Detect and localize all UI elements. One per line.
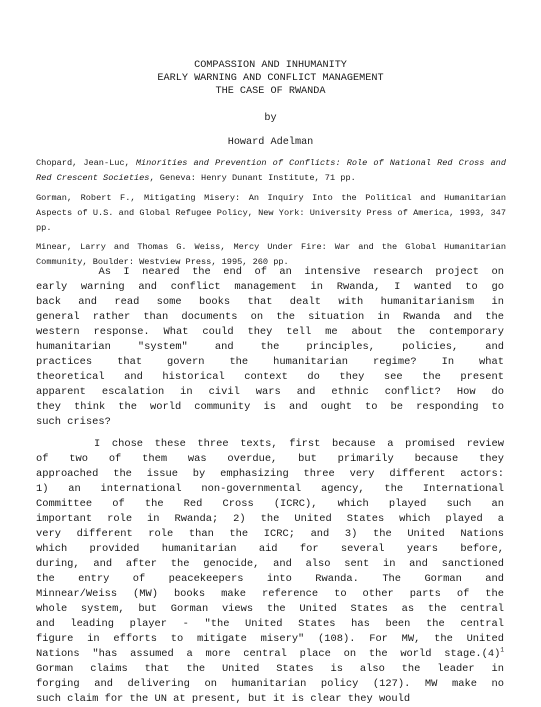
footnote-marker: 1: [500, 646, 504, 654]
paragraph-line: forging and delivering on humanitarian policy (127). MW make no: [36, 678, 504, 690]
paragraph-line: I chose these three texts, first because a promised review: [36, 438, 504, 450]
reference-minear-weiss: Minear, Larry and Thomas G. Weiss, Mercy Under Fire: War and the Global Humanitarian Community, Boulder: Westview Press, 1995, 260 pp.: [36, 242, 506, 267]
body-paragraph-2: [36, 437, 504, 707]
document-title: [0, 59, 541, 98]
paragraph-line: back and read some books that dealt with humanitarianism in: [36, 296, 504, 308]
paragraph-line: practices that govern the humanitarian regime? In what: [36, 356, 504, 368]
paragraph-line: during, and after the genocide, and also sent in and sanctioned: [36, 558, 504, 570]
body-paragraph-1: [36, 265, 504, 430]
paragraph-line: important role in Rwanda; 2) the United States which played a: [36, 513, 504, 525]
paragraph-line: Minnear/Weiss (MW) books make reference to other parts of the: [36, 588, 504, 600]
paragraph-line: which provided humanitarian aid for several years before,: [36, 543, 504, 555]
paragraph-line: theoretical and historical context do they see the present: [36, 371, 504, 383]
paragraph-line: Committee of the Red Cross (ICRC), which played such an: [36, 498, 504, 510]
paragraph-line: Nations "has assumed a more central place on the world $stage.(4)^1$: [36, 646, 504, 660]
paragraph-line: whole system, but Gorman views the United States as the central: [36, 603, 504, 615]
paragraph-line: and leading player - "the United States has been the central: [36, 618, 504, 630]
reference-title-italic: Minorities and Prevention of Conflicts: Role of National Red Cross and Red Crescent Societies: [36, 158, 506, 183]
paragraph-line: general rather than documents on the situation in Rwanda and the: [36, 311, 504, 323]
paragraph-line: figure in efforts to mitigate misery" (108). For MW, the United: [36, 633, 504, 645]
byline-by: by: [264, 113, 277, 124]
paragraph-line: of two of them was overdue, but primarily because they: [36, 453, 504, 465]
paragraph-line: apparent escalation in civil wars and ethnic conflict? How do: [36, 386, 504, 398]
paragraph-line: they think the world community is and ought to be responding to: [36, 401, 504, 413]
reference-gorman: Gorman, Robert F., Mitigating Misery: An Inquiry Into the Political and Humanitarian Aspects of U.S. and Global Refugee Policy, New York: University Press of America, 1993, 347 pp.: [36, 193, 506, 233]
paragraph-line: early warning and conflict management in Rwanda, I wanted to go: [36, 281, 504, 293]
paragraph-line: such crises?: [36, 416, 111, 428]
reference-prefix: Chopard, Jean-Luc,: [36, 158, 136, 168]
title-line-2: EARLY WARNING AND CONFLICT MANAGEMENT: [157, 73, 384, 84]
paragraph-line: the entry of peacekeepers into Rwanda. The Gorman and: [36, 573, 504, 585]
paragraph-line: very different role than the ICRC; and 3) the United Nations: [36, 528, 504, 540]
paragraph-line: approached the issue by emphasizing three very different actors:: [36, 468, 504, 480]
reference-suffix: , Geneva: Henry Dunant Institute, 71 pp.: [149, 173, 356, 183]
author-name: Howard Adelman: [227, 137, 314, 148]
title-line-1: COMPASSION AND INHUMANITY: [194, 60, 347, 71]
paragraph-line: As I neared the end of an intensive research project on: [36, 266, 504, 278]
paragraph-line: such claim for the UN at present, but it is clear they would: [36, 693, 411, 705]
paragraph-line: Gorman claims that the United States is also the leader in: [36, 663, 504, 675]
paragraph-line: humanitarian "system" and the principles, policies, and: [36, 341, 504, 353]
reference-chopard: [36, 156, 506, 186]
title-line-3: THE CASE OF RWANDA: [215, 86, 326, 97]
paragraph-line: western response. What could they tell me about the contemporary: [36, 326, 504, 338]
paragraph-line: 1) an international non-governmental agency, the International: [36, 483, 504, 495]
